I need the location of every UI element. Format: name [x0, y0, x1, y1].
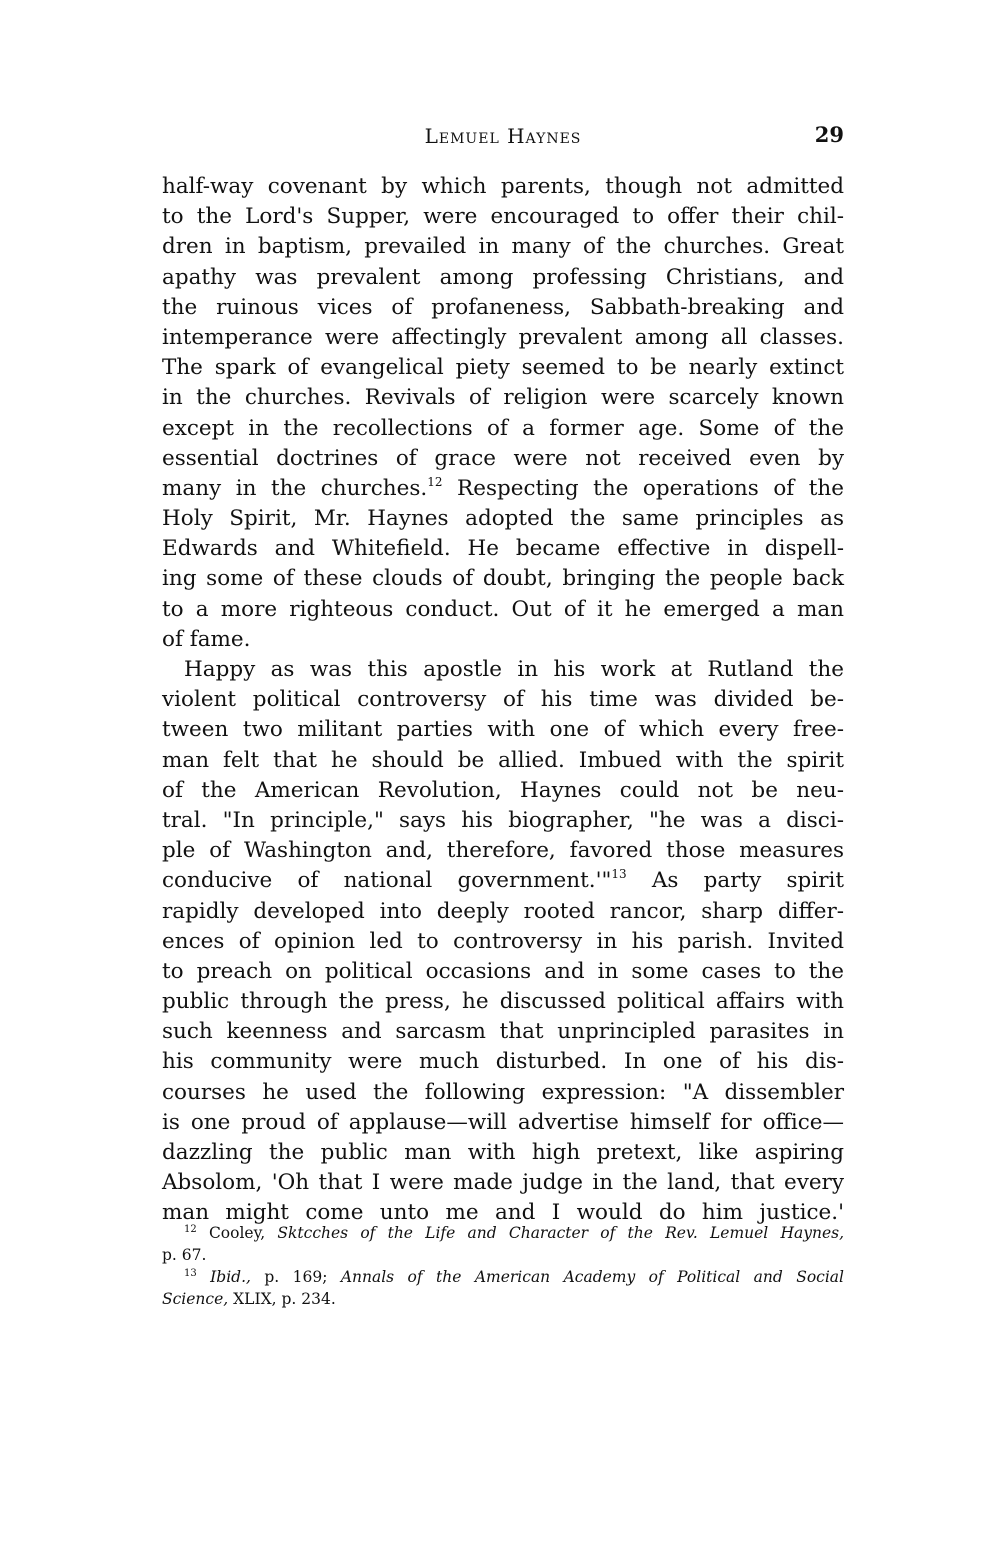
page-number: 29 [814, 122, 844, 147]
text-line: except in the recollections of a former age. Some of the [162, 415, 844, 441]
text-line: the ruinous vices of profaneness, Sabbath-breaking and [162, 294, 844, 320]
text-span: As party spirit [626, 868, 844, 894]
text-line: is one proud of applause—will advertise himself for office— [162, 1109, 844, 1135]
footnote-title: Sktcches of the Life and Character of the Rev. Lemuel Haynes, [277, 1224, 844, 1242]
text-line: dazzling the public man with high pretext, like aspiring [162, 1140, 844, 1165]
text-line: dren in baptism, prevailed in many of the churches. Great [162, 234, 844, 260]
paragraph-1 [162, 172, 844, 655]
footnote-title: Science, [162, 1290, 229, 1308]
text-line: man felt that he should be allied. Imbued with the spirit [162, 747, 844, 773]
text-line: rapidly developed into deeply rooted rancor, sharp differ- [162, 898, 844, 924]
footnote-13 [162, 1266, 844, 1310]
text-line: intemperance were affectingly prevalent among all classes. [162, 324, 844, 350]
text-line: courses he used the following expression: "A dissembler [162, 1079, 844, 1105]
footnote-number: 13 [184, 1268, 197, 1279]
footnote-ibid: Ibid., [210, 1268, 251, 1286]
footnote-12 [162, 1222, 844, 1266]
text-line: ple of Washington and, therefore, favored those measures [162, 838, 844, 864]
text-line: Happy as was this apostle in his work at Rutland the [184, 657, 844, 682]
text-line [162, 474, 844, 504]
text-line: tween two militant parties with one of which every free- [162, 717, 844, 743]
footnote-ref-13[interactable]: 13 [611, 867, 627, 882]
text-line: half-way covenant by which parents, though not admitted [162, 174, 844, 199]
text-line: Absolom, 'Oh that I were made judge in the land, that every [162, 1170, 844, 1196]
text-line: essential doctrines of grace were not received even by [162, 445, 844, 471]
footnote-page: p. 67. [162, 1246, 207, 1264]
running-head [162, 122, 844, 152]
text-line: public through the press, he discussed political affairs with [162, 989, 844, 1015]
footnote-page: XLIX, p. 234. [228, 1290, 336, 1308]
running-title: Lemuel Haynes [424, 124, 582, 148]
footnotes [162, 1222, 844, 1310]
footnote-ref-12[interactable]: 12 [427, 474, 443, 489]
text-line: Holy Spirit, Mr. Haynes adopted the same principles as [162, 506, 844, 532]
text-line: his community were much disturbed. In one of his dis- [162, 1049, 844, 1075]
text-span: conducive of national government.'" [162, 868, 612, 894]
text-line: ing some of these clouds of doubt, bringing the people back [162, 566, 844, 592]
text-line: The spark of evangelical piety seemed to be nearly extinct [162, 355, 844, 381]
text-span: Respecting the operations of the [442, 475, 844, 501]
text-line: of fame. [162, 626, 251, 652]
footnote-author: Cooley, [208, 1224, 278, 1242]
text-line: tral. "In principle," says his biographer, "he was a disci- [162, 807, 844, 833]
text-line: apathy was prevalent among professing Christians, and [162, 264, 844, 290]
text-span: many in the churches. [162, 475, 428, 501]
text-line: to a more righteous conduct. Out of it he emerged a man [162, 596, 844, 622]
footnote-title: Annals of the American Academy of Political and Social [340, 1268, 844, 1286]
text-line: to the Lord's Supper, were encouraged to offer their chil- [162, 204, 844, 230]
text-line [162, 866, 844, 896]
text-line: such keenness and sarcasm that unprincipled parasites in [162, 1019, 844, 1045]
footnote-number: 12 [184, 1224, 197, 1235]
text-line: violent political controversy of his time was divided be- [162, 687, 844, 713]
text-line: of the American Revolution, Haynes could not be neu- [162, 777, 844, 803]
text-line: man might come unto me and I would do him justice.' [162, 1200, 844, 1226]
text-line: in the churches. Revivals of religion were scarcely known [162, 385, 844, 411]
text-line: ences of opinion led to controversy in his parish. Invited [162, 928, 844, 954]
paragraph-2 [162, 655, 844, 1229]
text-line: Edwards and Whitefield. He became effective in dispell- [162, 536, 844, 562]
footnote-text: p. 169; [250, 1268, 341, 1286]
body-text [162, 172, 844, 1229]
text-line: to preach on political occasions and in some cases to the [162, 958, 844, 984]
